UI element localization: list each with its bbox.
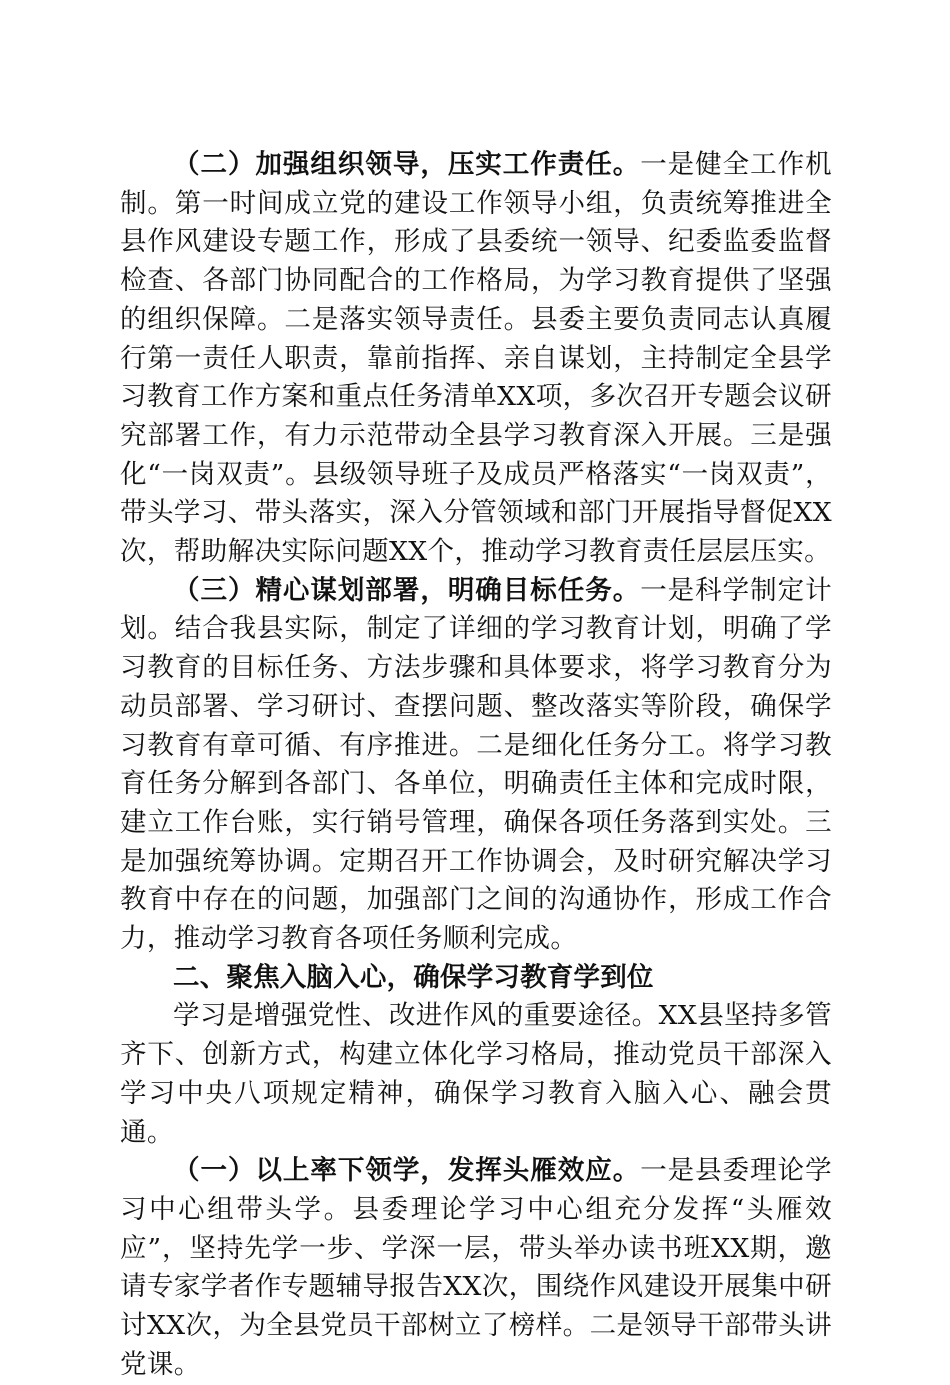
- section-3-lead: （三）精心谋划部署，明确目标任务。: [173, 574, 641, 606]
- document-page: [120, 146, 832, 1385]
- section-3-body: 一是科学制定计划。结合我县实际，制定了详细的学习教育计划，明确了学习教育的目标任务、方法步骤和具体要求，将学习教育分为动员部署、学习研讨、查摆问题、整改落实等阶段，确保学习教育有章可循、有序推进。二是细化任务分工。将学习教育任务分解到各部门、各单位，明确责任主体和完成时限，建立工作台账，实行销号管理，确保各项任务落到实处。三是加强统筹协调。定期召开工作协调会，及时研究解决学习教育中存在的问题，加强部门之间的沟通协作，形成工作合力，推动学习教育各项任务顺利完成。: [120, 574, 832, 955]
- subsection-1-body: 一是县委理论学习中心组带头学。县委理论学习中心组充分发挥“头雁效应”，坚持先学一步、学深一层，带头举办读书班XX期，邀请专家学者作专题辅导报告XX次，围绕作风建设开展集中研讨XX次，为全县党员干部树立了榜样。二是领导干部带头讲党课。: [120, 1155, 832, 1380]
- heading-part-2: 二、聚焦入脑入心，确保学习教育学到位: [173, 961, 654, 993]
- paragraph-intro: 学习是增强党性、改进作风的重要途径。XX县坚持多管齐下、创新方式，构建立体化学习格局，推动党员干部深入学习中央八项规定精神，确保学习教育入脑入心、融会贯通。: [120, 1000, 832, 1148]
- section-2-body: 一是健全工作机制。第一时间成立党的建设工作领导小组，负责统筹推进全县作风建设专题工作，形成了县委统一领导、纪委监委监督检查、各部门协同配合的工作格局，为学习教育提供了坚强的组织保障。二是落实领导责任。县委主要负责同志认真履行第一责任人职责，靠前指挥、亲自谋划，主持制定全县学习教育工作方案和重点任务清单XX项，多次召开专题会议研究部署工作，有力示范带动全县学习教育深入开展。三是强化“一岗双责”。县级领导班子及成员严格落实“一岗双责”，带头学习、带头落实，深入分管领域和部门开展指导督促XX次，帮助解决实际问题XX个，推动学习教育责任层层压实。: [120, 149, 832, 568]
- paragraph-subsection-1: [120, 1152, 832, 1384]
- paragraph-section-3: [120, 572, 832, 959]
- subsection-1-lead: （一）以上率下领学，发挥头雁效应。: [173, 1155, 641, 1187]
- paragraph-section-2: [120, 146, 832, 572]
- section-2-lead: （二）加强组织领导，压实工作责任。: [173, 149, 641, 180]
